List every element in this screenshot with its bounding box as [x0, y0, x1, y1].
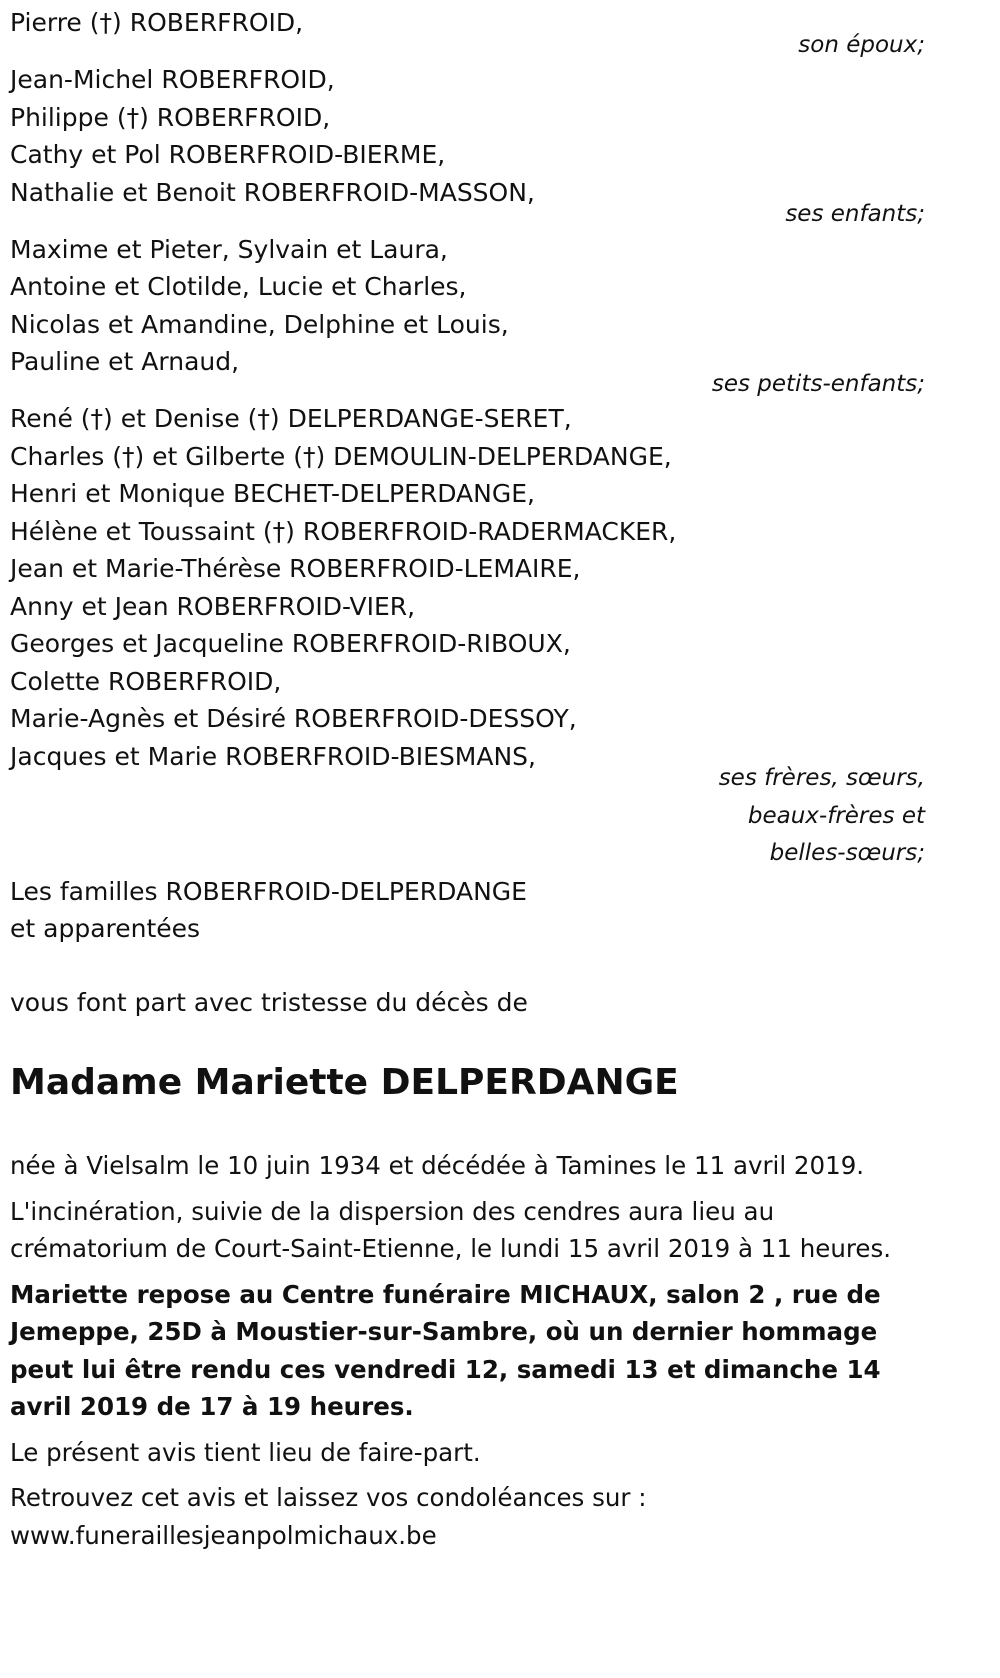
notice-section: [10, 1434, 925, 1472]
siblings-role: ses frères, sœurs,: [718, 765, 925, 791]
condolences-section: [10, 1479, 925, 1554]
siblings-role: beaux-frères et: [747, 802, 925, 829]
sibling-names: Jacques et Marie ROBERFROID-BIESMANS,: [10, 741, 537, 771]
condolences-url[interactable]: www.funeraillesjeanpolmichaux.be: [10, 1520, 437, 1550]
sibling-names: Anny et Jean ROBERFROID-VIER,: [10, 591, 416, 621]
siblings-section: [10, 400, 925, 873]
families-line: Les familles ROBERFROID-DELPERDANGE: [10, 876, 527, 906]
grandchild-names: Maxime et Pieter, Sylvain et Laura,: [10, 234, 448, 264]
grandchild-names: Pauline et Arnaud,: [10, 347, 240, 376]
spouse-role: son époux;: [798, 31, 925, 58]
sibling-names: Hélène et Toussaint (†) ROBERFROID-RADERMACKER,: [10, 516, 677, 546]
announcement-text: vous font part avec tristesse du décès de: [10, 987, 528, 1017]
deceased-name: Madame Mariette DELPERDANGE: [10, 1062, 679, 1103]
families-line: et apparentées: [10, 914, 201, 943]
spouse-name: Pierre (†) ROBERFROID,: [10, 8, 304, 37]
child-name: Jean-Michel ROBERFROID,: [10, 65, 335, 94]
children-section: [10, 61, 925, 234]
grandchild-names: Antoine et Clotilde, Lucie et Charles,: [10, 272, 467, 301]
sibling-names: Colette ROBERFROID,: [10, 666, 282, 696]
viewing-section: [10, 1276, 925, 1426]
child-name: Philippe (†) ROBERFROID,: [10, 102, 331, 132]
condolences-text: Retrouvez cet avis et laissez vos condoléances sur :: [10, 1483, 647, 1512]
spouse-section: [10, 4, 925, 64]
child-name: Cathy et Pol ROBERFROID-BIERME,: [10, 140, 446, 169]
children-role: ses enfants;: [785, 201, 925, 227]
announcement-section: [10, 984, 925, 1022]
siblings-role: belles-sœurs;: [769, 840, 925, 866]
families-section: [10, 873, 925, 948]
child-name: Nathalie et Benoit ROBERFROID-MASSON,: [10, 177, 535, 207]
sibling-names: René (†) et Denise (†) DELPERDANGE-SERET,: [10, 404, 572, 433]
grandchildren-role: ses petits-enfants;: [711, 370, 925, 397]
birth-death-section: [10, 1147, 925, 1185]
sibling-names: Jean et Marie-Thérèse ROBERFROID-LEMAIRE,: [10, 554, 581, 583]
notice-text: Le présent avis tient lieu de faire-part.: [10, 1437, 481, 1467]
grandchild-names: Nicolas et Amandine, Delphine et Louis,: [10, 309, 509, 339]
birth-death-text: née à Vielsalm le 10 juin 1934 et décédée à Tamines le 11 avril 2019.: [10, 1151, 865, 1180]
sibling-names: Charles (†) et Gilberte (†) DEMOULIN-DELPERDANGE,: [10, 441, 672, 471]
deceased-section: [10, 1061, 925, 1105]
grandchildren-section: [10, 231, 925, 404]
obituary-notice: [10, 0, 925, 1554]
sibling-names: Georges et Jacqueline ROBERFROID-RIBOUX,: [10, 629, 571, 658]
sibling-names: Marie-Agnès et Désiré ROBERFROID-DESSOY,: [10, 704, 577, 733]
sibling-names: Henri et Monique BECHET-DELPERDANGE,: [10, 479, 535, 508]
cremation-text: L'incinération, suivie de la dispersion des cendres aura lieu au crématorium de Court-Saint-Etienne, le lundi 15 avril 2019 à 11 heures.: [10, 1196, 892, 1263]
cremation-section: [10, 1193, 925, 1268]
viewing-text: Mariette repose au Centre funéraire MICHAUX, salon 2 , rue de Jemeppe, 25D à Moustier-sur-Sambre, où un dernier hommage peut lui être rendu ces vendredi 12, samedi 13 et dimanche 14 avril 2019 de 17 à 19 heures.: [10, 1279, 881, 1421]
